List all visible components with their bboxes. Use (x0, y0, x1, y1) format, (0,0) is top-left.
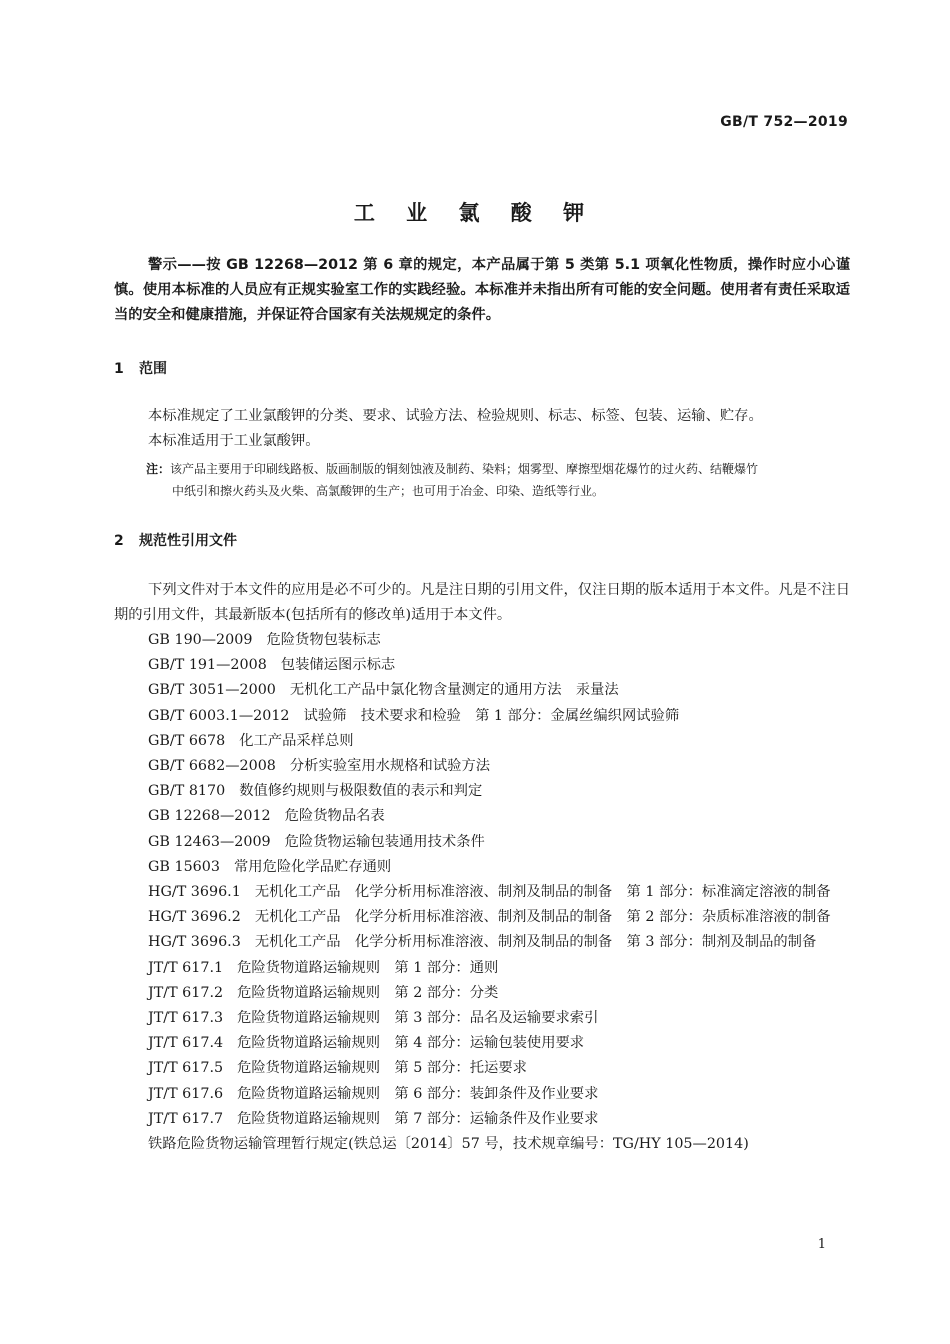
reference-item: GB/T 6682—2008 分析实验室用水规格和试验方法 (148, 758, 491, 775)
reference-item: JT/T 617.2 危险货物道路运输规则 第 2 部分：分类 (148, 984, 499, 1001)
reference-item: GB 15603 常用危险化学品贮存通则 (148, 858, 392, 875)
reference-item: GB/T 191—2008 包装储运图示标志 (148, 657, 396, 674)
reference-item: JT/T 617.6 危险货物道路运输规则 第 6 部分：装卸条件及作业要求 (148, 1085, 599, 1102)
note-line-2: 中纸引和擦火药头及火柴、高氯酸钾的生产；也可用于冶金、印染、造纸等行业。 (172, 484, 605, 498)
reference-item: HG/T 3696.2 无机化工产品 化学分析用标准溶液、制剂及制品的制备 第 2 部分：杂质标准溶液的制备 (148, 909, 831, 926)
reference-item: GB/T 6678 化工产品采样总则 (148, 732, 354, 749)
document-title: 工 业 氯 酸 钾 (353, 201, 597, 225)
scope-paragraph-1: 本标准规定了工业氯酸钾的分类、要求、试验方法、检验规则、标志、标签、包装、运输、贮存。 (148, 408, 763, 424)
reference-item-railway: 铁路危险货物运输管理暂行规定(铁总运〔2014〕57 号，技术规章编号：TG/HY 105—2014) (148, 1136, 749, 1153)
reference-item: HG/T 3696.3 无机化工产品 化学分析用标准溶液、制剂及制品的制备 第 3 部分：制剂及制品的制备 (148, 934, 817, 951)
reference-item: GB/T 8170 数值修约规则与极限数值的表示和判定 (148, 783, 483, 800)
section-2-heading (114, 530, 237, 550)
section-2-number: 2 (114, 533, 124, 549)
note-line-1: 注：该产品主要用于印刷线路板、版画制版的铜刻蚀液及制药、染料；烟雾型、摩擦型烟花爆竹的过火药、结鞭爆竹 (146, 462, 759, 476)
section-1-heading (114, 358, 167, 378)
reference-item: GB 12463—2009 危险货物运输包装通用技术条件 (148, 833, 485, 850)
reference-item: GB/T 6003.1—2012 试验筛 技术要求和检验 第 1 部分：金属丝编织网试验筛 (148, 707, 680, 724)
section-1-title: 范围 (139, 361, 167, 377)
section-2-title: 规范性引用文件 (139, 533, 237, 549)
reference-item: GB/T 3051—2000 无机化工产品中氯化物含量测定的通用方法 汞量法 (148, 682, 619, 699)
reference-item: JT/T 617.1 危险货物道路运输规则 第 1 部分：通则 (148, 959, 499, 976)
scope-note (146, 458, 850, 502)
reference-item: GB 190—2009 危险货物包装标志 (148, 632, 381, 648)
reference-list (114, 628, 850, 1157)
reference-item: GB 12268—2012 危险货物品名表 (148, 808, 385, 825)
references-intro: 下列文件对于本文件的应用是必不可少的。凡是注日期的引用文件，仅注日期的版本适用于本文件。凡是不注日期的引用文件，其最新版本(包括所有的修改单)适用于本文件。 (114, 582, 850, 623)
reference-item: JT/T 617.4 危险货物道路运输规则 第 4 部分：运输包装使用要求 (148, 1035, 585, 1052)
page-number: 1 (817, 1237, 826, 1252)
section-1-number: 1 (114, 361, 124, 377)
reference-item: JT/T 617.7 危险货物道路运输规则 第 7 部分：运输条件及作业要求 (148, 1110, 599, 1127)
scope-paragraph-2: 本标准适用于工业氯酸钾。 (148, 433, 320, 449)
reference-item: JT/T 617.5 危险货物道路运输规则 第 5 部分：托运要求 (148, 1060, 527, 1077)
standard-code: GB/T 752—2019 (720, 114, 848, 130)
warning-paragraph: 警示——按 GB 12268—2012 第 6 章的规定，本产品属于第 5 类第 5.1 项氧化性物质，操作时应小心谨慎。使用本标准的人员应有正规实验室工作的实践经验。本标准并未指出所有可能的安全问题。使用者有责任采取适当的安全和健康措施，并保证符合国家有关法规规定的条件。 (114, 257, 850, 323)
reference-item: JT/T 617.3 危险货物道路运输规则 第 3 部分：品名及运输要求索引 (148, 1010, 599, 1027)
note-label: 注： (146, 462, 171, 476)
reference-item: HG/T 3696.1 无机化工产品 化学分析用标准溶液、制剂及制品的制备 第 1 部分：标准滴定溶液的制备 (148, 884, 831, 901)
